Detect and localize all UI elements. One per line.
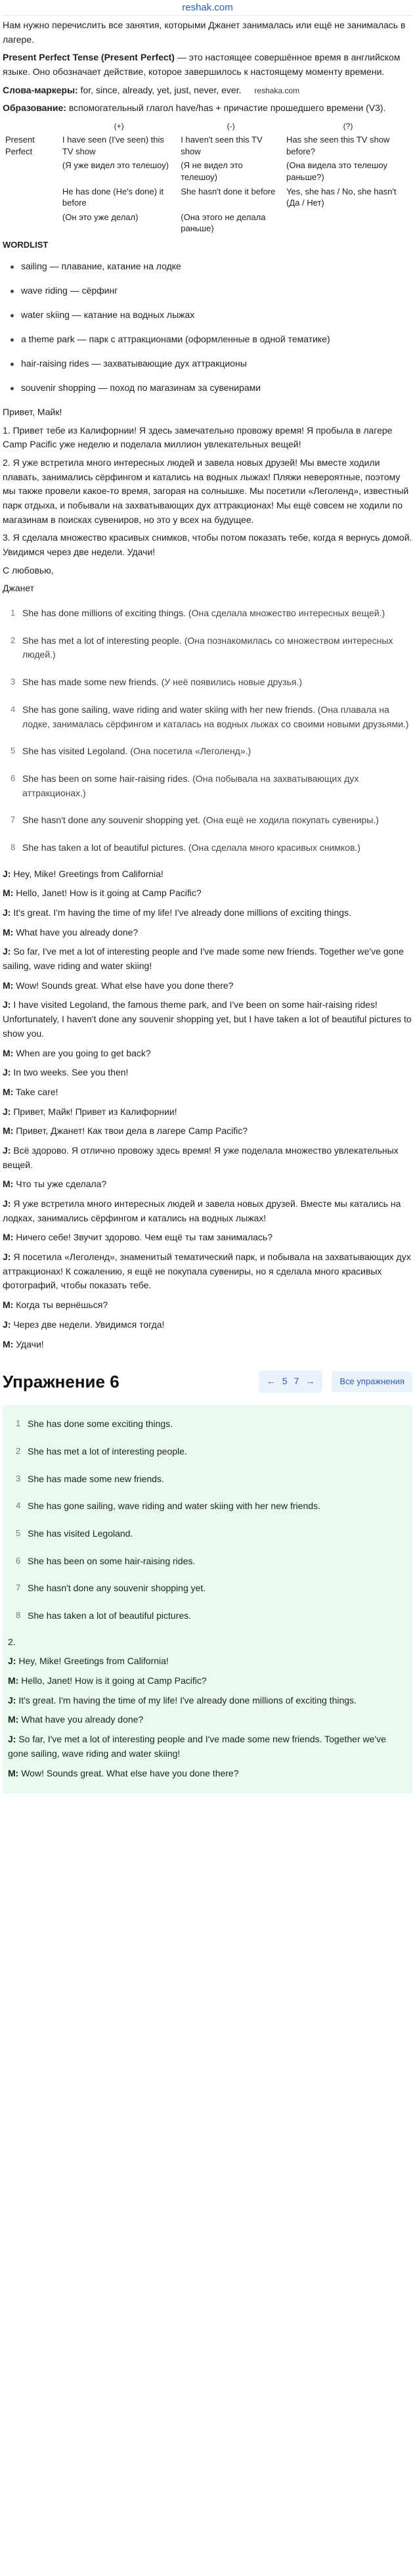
speaker: M:	[3, 1299, 14, 1311]
item-number: 7	[11, 815, 16, 825]
line-text: Hello, Janet! How is it going at Camp Pacific?	[18, 1675, 207, 1686]
table-cell: (Она видела это телешоу раньше?)	[286, 160, 387, 182]
dialogue-line	[3, 945, 412, 973]
letter-paragraph: 3. Я сделала множество красивых снимков, чтобы потом показать тебе, когда я вернусь домой. Увидимся через две недели. Удачи!	[3, 532, 412, 558]
item-text: She has visited Legoland.	[28, 1527, 133, 1539]
item-ru: (Она сделала множество интересных вещей.)	[186, 608, 385, 619]
answer-dialogue	[8, 1654, 407, 1780]
rule-text: — это настоящее совершённое время в английском языке. Оно обозначает действие, которое завершилось к настоящему моменту времени.	[3, 52, 401, 78]
speaker: J:	[8, 1656, 16, 1667]
line-text: Ничего себе! Звучит здорово. Чем ещё ты там занималась?	[13, 1232, 273, 1243]
item-number: 4	[11, 704, 16, 714]
dialogue-line	[8, 1732, 407, 1761]
table-header-negative: (-)	[227, 122, 235, 131]
speaker: M:	[3, 926, 14, 938]
line-text: Через две недели. Увидимся тогда!	[11, 1319, 165, 1330]
item-text: She has taken a lot of beautiful pictures.	[28, 1610, 192, 1621]
list-item	[3, 669, 412, 696]
speaker: J:	[3, 868, 11, 879]
speaker: J:	[3, 1067, 11, 1078]
item-ru: (Она побывала на захватывающих дух аттракционах.)	[22, 773, 359, 798]
list-item: sailing — плавание, катание на лодке	[3, 254, 412, 279]
dialogue-line	[3, 886, 412, 901]
item-en: She has visited Legoland.	[22, 746, 128, 757]
dialogue-line	[3, 1047, 412, 1061]
line-text: Hey, Mike! Greetings from California!	[11, 868, 164, 879]
watermark: reshaka.com	[254, 85, 300, 95]
dialogue-line	[3, 1105, 412, 1119]
dialogue-line	[3, 998, 412, 1041]
formation-text: вспомогательный глагол have/has + причастие прошедшего времени (V3).	[66, 102, 386, 114]
item-ru: (Она сделала много красивых снимков.)	[186, 842, 360, 853]
table-cell: Has she seen this TV show before?	[286, 135, 390, 156]
pager	[259, 1370, 323, 1393]
answer-list	[8, 1411, 407, 1630]
dialogue-line	[3, 926, 412, 940]
table-cell: Yes, she has / No, she hasn't (Да / Нет)	[286, 186, 397, 208]
item-en: She has been on some hair-raising rides.	[22, 773, 190, 784]
table-cell: (Я не видел это телешоу)	[181, 160, 243, 182]
line-text: Привет, Майк! Привет из Калифорнии!	[11, 1106, 177, 1117]
item-number: 3	[11, 677, 16, 687]
dialogue-russian	[3, 1105, 412, 1352]
table-header-positive: (+)	[114, 122, 124, 131]
line-text: Всё здорово. Я отлично провожу здесь время! Я уже поделала множество увлекательных вещей.	[3, 1144, 399, 1170]
item-number: 1	[16, 1418, 21, 1429]
speaker: M:	[3, 888, 14, 899]
prev-page-link[interactable]: 5	[282, 1376, 288, 1387]
speaker: M:	[3, 1047, 14, 1058]
line-text: Take care!	[13, 1086, 58, 1097]
speaker: M:	[8, 1675, 19, 1686]
speaker: M:	[3, 1125, 14, 1137]
dialogue-line	[3, 1177, 412, 1192]
item-en: She has met a lot of interesting people.	[22, 635, 182, 646]
item-text: She hasn't done any souvenir shopping yet.	[28, 1583, 206, 1594]
rule-heading: Present Perfect Tense (Present Perfect)	[3, 52, 175, 63]
table-cell	[284, 210, 412, 236]
item-text: She has made some new friends.	[28, 1473, 164, 1484]
formation-paragraph	[3, 101, 412, 116]
list-item	[3, 627, 412, 669]
speaker: M:	[3, 1086, 14, 1097]
speaker: M:	[3, 980, 14, 991]
line-text: Когда ты вернёшься?	[13, 1299, 108, 1311]
line-text: Я уже встретила много интересных людей и завела новых друзей. Вместе мы катались на лодках, занимались сёрфингом и катались на водных лыжах!	[3, 1198, 401, 1223]
list-item	[3, 600, 412, 627]
line-text: Удачи!	[13, 1338, 44, 1349]
item-number: 7	[16, 1583, 21, 1593]
list-item	[8, 1466, 407, 1493]
dialogue-line	[8, 1654, 407, 1669]
speaker: J:	[3, 1252, 11, 1263]
list-item: a theme park — парк с аттракционами (оформленные в одной тематике)	[3, 327, 412, 351]
wordlist-title: WORDLIST	[3, 239, 49, 250]
item-number: 2	[11, 635, 16, 645]
next-page-link[interactable]: 7	[294, 1376, 299, 1387]
line-text: Я посетила «Леголенд», знаменитый тематический парк, и побывала на захватывающих дух аттракционах! К сожалению, я ещё не покупала сувениры, но я сделала много красивых фотографий, чтобы показать тебе.	[3, 1252, 411, 1291]
line-text: Wow! Sounds great. What else have you done there?	[13, 980, 234, 991]
intro-text: Нам нужно перечислить все занятия, которыми Джанет занималась или ещё не занималась в лагере.	[3, 20, 406, 45]
list-item	[3, 738, 412, 765]
dialogue-english	[3, 867, 412, 1100]
list-item	[3, 807, 412, 834]
section-number: 2.	[8, 1636, 16, 1647]
item-text: She has met a lot of interesting people.	[28, 1445, 187, 1457]
dialogue-line	[8, 1767, 407, 1781]
dialogue-line	[3, 1318, 412, 1332]
item-en: She has taken a lot of beautiful pictures.	[22, 842, 186, 853]
markers-paragraph	[3, 83, 412, 98]
list-item	[3, 696, 412, 738]
line-text: What have you already done?	[18, 1714, 144, 1725]
list-item	[8, 1548, 407, 1575]
table-cell: (Он это уже делал)	[62, 212, 139, 222]
letter-sign-name: Джанет	[3, 583, 35, 594]
dialogue-line	[3, 1197, 412, 1225]
speaker: J:	[8, 1734, 16, 1745]
item-number: 5	[11, 746, 16, 756]
dialogue-line	[3, 1338, 412, 1352]
speaker: J:	[8, 1694, 16, 1706]
dialogue-line	[8, 1674, 407, 1688]
speaker: J:	[3, 1106, 11, 1117]
line-text: Привет, Джанет! Как твои дела в лагере Camp Pacific?	[13, 1125, 248, 1137]
line-text: It's great. I'm having the time of my life! I've already done millions of exciting things.	[11, 907, 351, 918]
list-item: wave riding — сёрфинг	[3, 279, 412, 303]
item-ru: (Она плавала на лодке, занималась сёрфингом и каталась на водных лыжах со своими новыми друзьями.)	[22, 704, 409, 729]
rule-paragraph	[3, 51, 412, 79]
item-ru: (Она ещё не ходила покупать сувениры.)	[200, 815, 379, 826]
list-item	[8, 1438, 407, 1466]
item-number: 3	[16, 1473, 21, 1483]
site-domain[interactable]: reshak.com	[182, 2, 233, 13]
exercise-list	[3, 600, 412, 862]
list-item	[8, 1520, 407, 1548]
item-en: She has made some new friends.	[22, 677, 159, 688]
line-text: Hello, Janet! How is it going at Camp Pacific?	[13, 888, 202, 899]
line-text: Wow! Sounds great. What else have you done there?	[18, 1767, 239, 1778]
item-text: She has gone sailing, wave riding and water skiing with her new friends.	[28, 1501, 320, 1512]
letter-paragraph: 1. Привет тебе из Калифорнии! Я здесь замечательно провожу время! Я пробыла в лагере Camp Pacific уже неделю и поделала миллион увлекательных вещей!	[3, 424, 393, 450]
letter-paragraph: 2. Я уже встретила много интересных людей и завела новых друзей! Мы вместе ходили плавать, занимались сёрфингом и катались на водных лыжах! Пляжи невероятные, поэтому мы также провели какое-то время, загорая на солнышке. Мы посетили «Леголенд», известный парк отдыха, и побывали на захватывающих дух аттракционах! Мы ещё совсем не ходили по магазинам в поисках сувениров, но это у всех на будущее.	[3, 457, 409, 525]
present-perfect-table	[3, 120, 412, 236]
line-text: Hey, Mike! Greetings from California!	[16, 1656, 169, 1667]
item-number: 4	[16, 1501, 21, 1511]
item-ru: (Она познакомилась со множеством интересных людей.)	[22, 635, 393, 660]
table-cell: I have seen (I've seen) this TV show	[62, 135, 164, 156]
next-arrow-icon[interactable]: →	[305, 1376, 315, 1387]
dialogue-line	[3, 1085, 412, 1100]
item-number: 6	[16, 1555, 21, 1566]
item-ru: (У неё появились новые друзья.)	[158, 677, 303, 688]
item-number: 8	[16, 1610, 21, 1621]
speaker: M:	[8, 1714, 19, 1725]
dialogue-line	[3, 979, 412, 993]
dialogue-line	[3, 1144, 412, 1172]
table-cell: (Я уже видел это телешоу)	[62, 160, 169, 171]
item-number: 8	[11, 842, 16, 852]
dialogue-line	[3, 867, 412, 882]
item-ru: (Она посетила «Леголенд».)	[127, 746, 251, 757]
letter-sign: С любовью,	[3, 564, 54, 576]
item-en: She hasn't done any souvenir shopping yet.	[22, 815, 201, 826]
speaker: J:	[3, 1319, 11, 1330]
speaker: J:	[3, 946, 11, 957]
speaker: J:	[3, 907, 11, 918]
item-en: She has done millions of exciting things.	[22, 608, 186, 619]
item-number: 2	[16, 1445, 21, 1456]
table-cell: (Она этого не делала раньше)	[181, 212, 266, 234]
line-text: What have you already done?	[13, 926, 139, 938]
item-en: She has gone sailing, wave riding and water skiing with her new friends.	[22, 704, 315, 715]
dialogue-line	[3, 906, 412, 920]
site-header[interactable]	[3, 0, 412, 16]
speaker: J:	[3, 1144, 11, 1156]
table-corner	[3, 120, 60, 133]
line-text: When are you going to get back?	[13, 1047, 151, 1058]
table-row-label: Present Perfect	[5, 135, 35, 156]
table-cell: He has done (He's done) it before	[62, 186, 164, 208]
line-text: In two weeks. See you then!	[11, 1067, 129, 1078]
dialogue-line	[8, 1694, 407, 1708]
list-item: hair-raising rides — захватывающие дух аттракционы	[3, 351, 412, 376]
answer-block	[3, 1405, 412, 1794]
item-text: She has been on some hair-raising rides.	[28, 1555, 196, 1566]
list-item	[8, 1411, 407, 1438]
line-text: Что ты уже сделала?	[13, 1179, 107, 1190]
dialogue-line	[3, 1298, 412, 1313]
line-text: I have visited Legoland, the famous theme park, and I've been on some hair-raising rides! Unfortunately, I haven't done any souvenir shopping yet, but I have taken a lot of beautiful pictures to show you.	[3, 999, 412, 1039]
all-exercises-button[interactable]: Все упражнения	[332, 1371, 412, 1392]
item-number: 6	[11, 773, 16, 783]
wordlist	[3, 254, 412, 400]
dialogue-line	[3, 1124, 412, 1139]
dialogue-line	[3, 1250, 412, 1293]
table-cell: I haven't seen this TV show	[181, 135, 263, 156]
speaker: M:	[3, 1179, 14, 1190]
dialogue-line	[3, 1066, 412, 1080]
speaker: J:	[3, 1198, 11, 1209]
speaker: M:	[3, 1232, 14, 1243]
list-item	[8, 1575, 407, 1602]
dialogue-line	[3, 1231, 412, 1245]
item-number: 1	[11, 608, 16, 618]
markers-label: Слова-маркеры:	[3, 84, 78, 95]
prev-arrow-icon[interactable]: ←	[266, 1376, 276, 1387]
list-item	[3, 834, 412, 862]
item-number: 5	[16, 1527, 21, 1538]
letter-greeting: Привет, Майк!	[3, 406, 62, 417]
table-cell: She hasn't done it before	[181, 186, 276, 196]
dialogue-line	[8, 1713, 407, 1727]
speaker: M:	[8, 1767, 19, 1778]
speaker: M:	[3, 1338, 14, 1349]
item-text: She has done some exciting things.	[28, 1418, 173, 1430]
list-item	[3, 765, 412, 807]
formation-label: Образование:	[3, 102, 66, 114]
exercise-title: Упражнение 6	[3, 1372, 120, 1392]
line-text: It's great. I'm having the time of my life! I've already done millions of exciting things.	[16, 1694, 357, 1706]
list-item	[8, 1602, 407, 1630]
exercise-navigation	[3, 1365, 412, 1399]
list-item	[8, 1493, 407, 1520]
list-item: souvenir shopping — поход по магазинам за сувенирами	[3, 376, 412, 400]
line-text: So far, I've met a lot of interesting people and I've made some new friends. Together we've gone sailing, wave riding and water skiing!	[3, 946, 404, 972]
line-text: So far, I've met a lot of interesting people and I've made some new friends. Together we've gone sailing, wave riding and water skiing!	[8, 1734, 386, 1759]
markers-text: for, since, already, yet, just, never, ever.	[77, 84, 242, 95]
list-item: water skiing — катание на водных лыжах	[3, 303, 412, 327]
table-header-question: (?)	[343, 122, 353, 131]
speaker: J:	[3, 999, 11, 1010]
